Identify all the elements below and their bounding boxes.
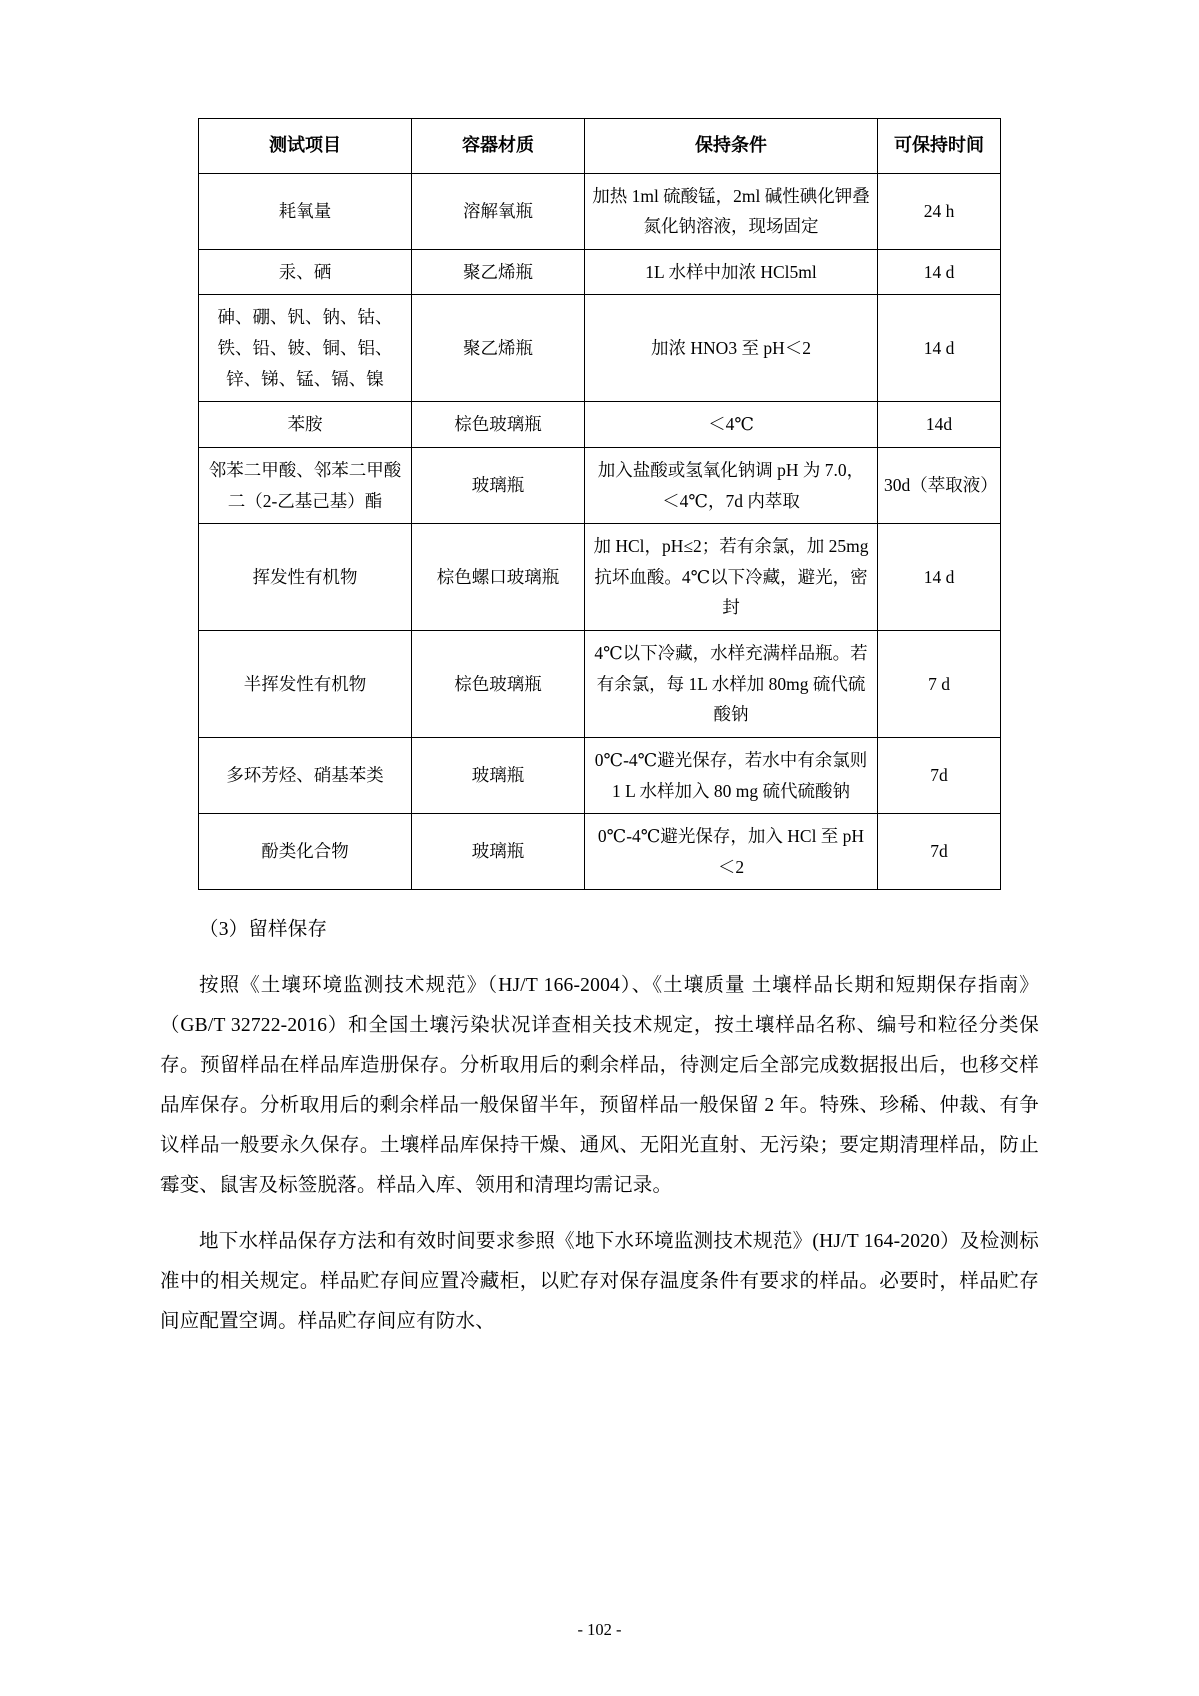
- cell-item: 汞、硒: [199, 249, 412, 295]
- cell-time: 7 d: [878, 631, 1001, 738]
- table-header-cell: 保持条件: [585, 119, 878, 174]
- cell-container: 棕色玻璃瓶: [412, 631, 585, 738]
- cell-container: 聚乙烯瓶: [412, 295, 585, 402]
- cell-container: 溶解氧瓶: [412, 173, 585, 249]
- page-footer: [0, 1620, 1199, 1640]
- table-head: [199, 119, 1001, 174]
- table-row: [199, 524, 1001, 631]
- sample-preservation-table: [198, 118, 1001, 890]
- cell-container: 玻璃瓶: [412, 447, 585, 523]
- table-row: [199, 631, 1001, 738]
- table-header-cell: 测试项目: [199, 119, 412, 174]
- cell-container: 棕色螺口玻璃瓶: [412, 524, 585, 631]
- cell-condition: 加热 1ml 硫酸锰，2ml 碱性碘化钾叠氮化钠溶液，现场固定: [585, 173, 878, 249]
- cell-item: 酚类化合物: [199, 814, 412, 890]
- section-heading: （3）留样保存: [199, 919, 328, 941]
- paragraph-groundwater-storage: 地下水样品保存方法和有效时间要求参照《地下水环境监测技术规范》(HJ/T 164-2020）及检测标准中的相关规定。样品贮存间应置冷藏柜，以贮存对保存温度条件有要求的样品。必要时，样品贮存间应配置空调。样品贮存间应有防水、: [160, 1231, 1039, 1333]
- paragraph-retained-sample-storage: 按照《土壤环境监测技术规范》（HJ/T 166-2004）、《土壤质量 土壤样品长期和短期保存指南》（GB/T 32722-2016）和全国土壤污染状况详查相关技术规定，按土壤样品名称、编号和粒径分类保存。预留样品在样品库造册保存。分析取用后的剩余样品，待测定后全部完成数据报出后，也移交样品库保存。分析取用后的剩余样品一般保留半年，预留样品一般保留 2 年。特殊、珍稀、仲裁、有争议样品一般要永久保存。土壤样品库保持干燥、通风、无阳光直射、无污染；要定期清理样品，防止霉变、鼠害及标签脱落。样品入库、领用和清理均需记录。: [160, 975, 1039, 1197]
- table-row: [199, 402, 1001, 448]
- cell-container: 棕色玻璃瓶: [412, 402, 585, 448]
- page-number: - 102 -: [577, 1620, 622, 1639]
- cell-item: 砷、硼、钒、钠、钴、铁、铅、铍、铜、铝、锌、锑、锰、镉、镍: [199, 295, 412, 402]
- cell-condition: 4℃以下冷藏，水样充满样品瓶。若有余氯，每 1L 水样加 80mg 硫代硫酸钠: [585, 631, 878, 738]
- cell-time: 24 h: [878, 173, 1001, 249]
- cell-condition: 0℃-4℃避光保存，加入 HCl 至 pH＜2: [585, 814, 878, 890]
- cell-time: 7d: [878, 814, 1001, 890]
- cell-time: 14d: [878, 402, 1001, 448]
- cell-item: 苯胺: [199, 402, 412, 448]
- table-row: [199, 737, 1001, 813]
- cell-time: 7d: [878, 737, 1001, 813]
- cell-time: 14 d: [878, 249, 1001, 295]
- cell-condition: 加 HCl，pH≤2；若有余氯，加 25mg 抗坏血酸。4℃以下冷藏，避光，密封: [585, 524, 878, 631]
- cell-item: 多环芳烃、硝基苯类: [199, 737, 412, 813]
- cell-time: 30d（萃取液）: [878, 447, 1001, 523]
- table-row: [199, 295, 1001, 402]
- cell-container: 玻璃瓶: [412, 814, 585, 890]
- cell-container: 玻璃瓶: [412, 737, 585, 813]
- cell-item: 半挥发性有机物: [199, 631, 412, 738]
- cell-item: 耗氧量: [199, 173, 412, 249]
- cell-condition: 加浓 HNO3 至 pH＜2: [585, 295, 878, 402]
- cell-item: 邻苯二甲酸、邻苯二甲酸二（2-乙基己基）酯: [199, 447, 412, 523]
- table-row: [199, 249, 1001, 295]
- table-row: [199, 814, 1001, 890]
- table-row: [199, 447, 1001, 523]
- table-body: [199, 173, 1001, 890]
- table-row: [199, 173, 1001, 249]
- table-header-row: [199, 119, 1001, 174]
- table-header-cell: 容器材质: [412, 119, 585, 174]
- cell-container: 聚乙烯瓶: [412, 249, 585, 295]
- cell-condition: 加入盐酸或氢氧化钠调 pH 为 7.0，＜4℃，7d 内萃取: [585, 447, 878, 523]
- cell-time: 14 d: [878, 295, 1001, 402]
- cell-time: 14 d: [878, 524, 1001, 631]
- cell-condition: ＜4℃: [585, 402, 878, 448]
- cell-condition: 1L 水样中加浓 HCl5ml: [585, 249, 878, 295]
- cell-item: 挥发性有机物: [199, 524, 412, 631]
- table-header-cell: 可保持时间: [878, 119, 1001, 174]
- cell-condition: 0℃-4℃避光保存，若水中有余氯则 1 L 水样加入 80 mg 硫代硫酸钠: [585, 737, 878, 813]
